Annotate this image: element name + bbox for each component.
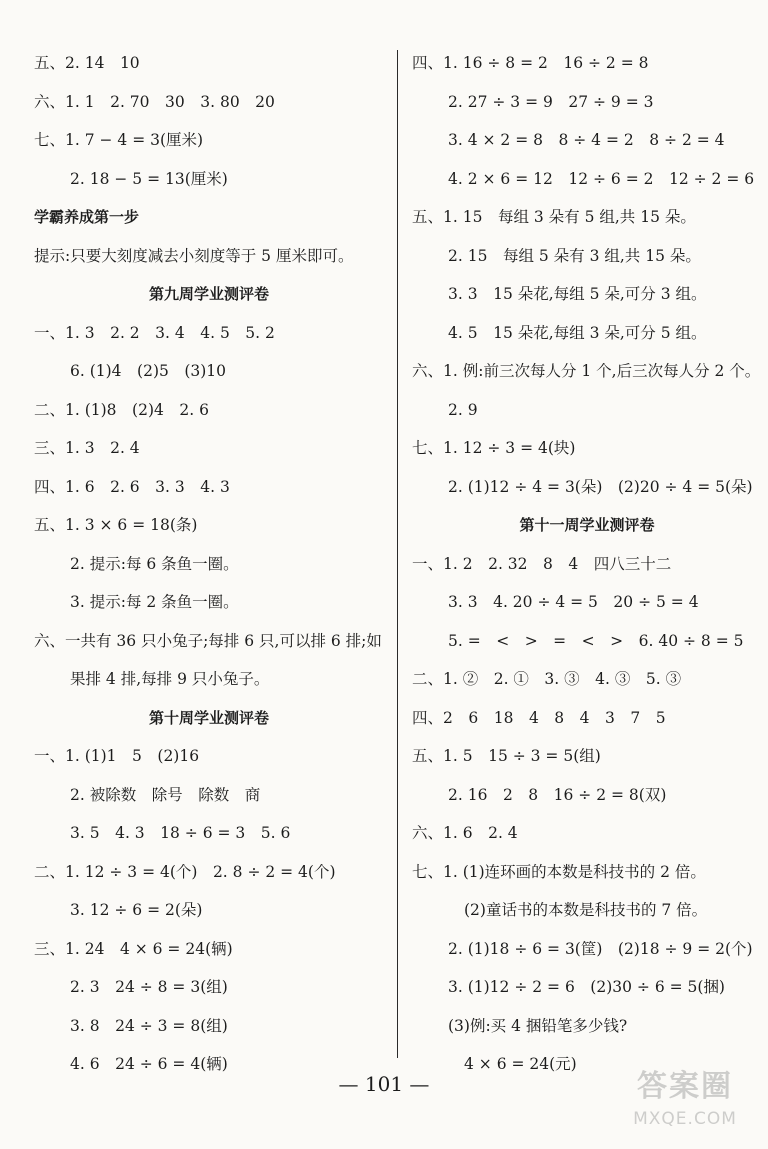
answer-line: 3. 3 4. 20 ÷ 4 = 5 20 ÷ 5 = 4 bbox=[448, 593, 699, 611]
answer-line: 4. 2 × 6 = 12 12 ÷ 6 = 2 12 ÷ 2 = 6 bbox=[448, 169, 755, 188]
answer-line: 2. (1)12 ÷ 4 = 3(朵) (2)20 ÷ 4 = 5(朵) bbox=[448, 477, 753, 496]
answer-line: 2. 提示:每 6 条鱼一圈。 bbox=[70, 554, 239, 573]
page-number: — 101 — bbox=[338, 1072, 430, 1096]
answer-line: 六、1. 1 2. 70 30 3. 80 20 bbox=[34, 92, 275, 111]
answer-line: 2. (1)18 ÷ 6 = 3(筐) (2)18 ÷ 9 = 2(个) bbox=[448, 939, 753, 958]
answer-line: 4 × 6 = 24(元) bbox=[464, 1055, 577, 1073]
answer-line: 四、1. 6 2. 6 3. 3 4. 3 bbox=[34, 477, 230, 496]
answer-line: 6. (1)4 (2)5 (3)10 bbox=[70, 362, 227, 380]
answer-line: 六、1. 6 2. 4 bbox=[412, 824, 518, 842]
answer-line: 3. 5 4. 3 18 ÷ 6 = 3 5. 6 bbox=[70, 824, 291, 842]
answer-line: 二、1. 12 ÷ 3 = 4(个) 2. 8 ÷ 2 = 4(个) bbox=[34, 862, 336, 881]
answer-line: 3. 8 24 ÷ 3 = 8(组) bbox=[70, 1016, 228, 1035]
answer-line: 学霸养成第一步 bbox=[34, 208, 140, 226]
answer-line: (2)童话书的本数是科技书的 7 倍。 bbox=[464, 901, 708, 919]
section-heading: 第十周学业测评卷 bbox=[148, 708, 269, 727]
answer-line: 七、1. 7 − 4 = 3(厘米) bbox=[34, 131, 204, 149]
answer-line: 5. = < > = < > 6. 40 ÷ 8 = 5 bbox=[448, 631, 744, 650]
answer-line: 4. 6 24 ÷ 6 = 4(辆) bbox=[70, 1055, 228, 1073]
answer-line: 3. 12 ÷ 6 = 2(朵) bbox=[70, 901, 203, 919]
answer-line: 2. 3 24 ÷ 8 = 3(组) bbox=[70, 978, 228, 996]
answer-line: 4. 5 15 朵花,每组 3 朵,可分 5 组。 bbox=[448, 323, 707, 342]
answer-line: 七、1. (1)连环画的本数是科技书的 2 倍。 bbox=[412, 862, 706, 881]
answer-line: 一、1. (1)1 5 (2)16 bbox=[34, 747, 200, 765]
answer-line: 果排 4 排,每排 9 只小兔子。 bbox=[70, 670, 270, 688]
answer-line: 六、1. 例:前三次每人分 1 个,后三次每人分 2 个。 bbox=[412, 362, 761, 380]
answer-line: 3. 3 15 朵花,每组 5 朵,可分 3 组。 bbox=[448, 285, 707, 303]
answer-line: 2. 16 2 8 16 ÷ 2 = 8(双) bbox=[448, 785, 667, 804]
answer-line: 2. 9 bbox=[448, 400, 478, 419]
answer-line: 提示:只要大刻度减去小刻度等于 5 厘米即可。 bbox=[34, 246, 354, 265]
right-column bbox=[412, 44, 762, 1084]
answer-line: 一、1. 3 2. 2 3. 4 4. 5 5. 2 bbox=[34, 323, 275, 342]
column-divider bbox=[397, 50, 398, 1058]
answer-line: 三、1. 24 4 × 6 = 24(辆) bbox=[34, 939, 233, 958]
answer-line: 五、1. 3 × 6 = 18(条) bbox=[34, 516, 198, 534]
answer-line: 2. 18 − 5 = 13(厘米) bbox=[70, 169, 228, 188]
answer-line: 二、1. (1)8 (2)4 2. 6 bbox=[34, 400, 209, 419]
answer-line: 2. 15 每组 5 朵有 3 组,共 15 朵。 bbox=[448, 246, 701, 265]
watermark-title: 答案圈 bbox=[637, 1069, 733, 1104]
section-heading: 第九周学业测评卷 bbox=[148, 285, 269, 303]
answer-line: 3. (1)12 ÷ 2 = 6 (2)30 ÷ 6 = 5(捆) bbox=[448, 978, 725, 996]
answer-line: 3. 4 × 2 = 8 8 ÷ 4 = 2 8 ÷ 2 = 4 bbox=[448, 131, 725, 149]
left-column bbox=[34, 44, 384, 1084]
section-heading: 第十一周学业测评卷 bbox=[519, 516, 655, 534]
answer-line: 3. 提示:每 2 条鱼一圈。 bbox=[70, 593, 239, 611]
watermark-logo bbox=[610, 1067, 760, 1143]
answer-line: 一、1. 2 2. 32 8 4 四八三十二 bbox=[412, 554, 672, 573]
answer-line: 七、1. 12 ÷ 3 = 4(块) bbox=[412, 439, 576, 457]
answer-line: 四、2 6 18 4 8 4 3 7 5 bbox=[412, 708, 666, 727]
answer-line: 2. 被除数 除号 除数 商 bbox=[70, 785, 261, 804]
answer-line: 五、2. 14 10 bbox=[34, 54, 140, 72]
answer-line: 五、1. 5 15 ÷ 3 = 5(组) bbox=[412, 747, 601, 765]
answer-line: 2. 27 ÷ 3 = 9 27 ÷ 9 = 3 bbox=[448, 92, 654, 111]
answer-line: 二、1. ② 2. ① 3. ③ 4. ③ 5. ③ bbox=[412, 670, 682, 688]
answer-line: 六、一共有 36 只小兔子;每排 6 只,可以排 6 排;如 bbox=[34, 631, 382, 650]
watermark-url: MXQE.COM bbox=[633, 1109, 737, 1129]
answer-line: 四、1. 16 ÷ 8 = 2 16 ÷ 2 = 8 bbox=[412, 54, 649, 72]
answer-line: 五、1. 15 每组 3 朵有 5 组,共 15 朵。 bbox=[412, 208, 696, 226]
answer-line: (3)例:买 4 捆铅笔多少钱? bbox=[448, 1016, 628, 1035]
answer-line: 三、1. 3 2. 4 bbox=[34, 439, 140, 457]
